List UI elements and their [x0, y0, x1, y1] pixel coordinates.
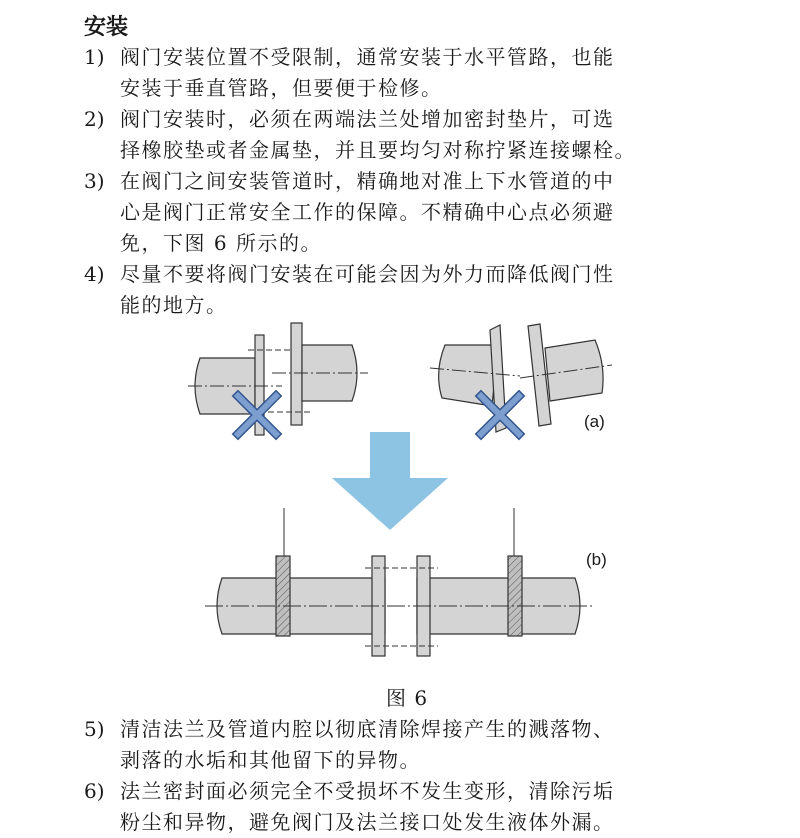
item-number: 1) [84, 45, 105, 69]
item-text-line: 择橡胶垫或者金属垫，并且要均匀对称拧紧连接螺栓。 [120, 138, 636, 162]
item-text-line: 粉尘和异物，避免阀门及法兰接口处发生液体外漏。 [120, 810, 615, 834]
item-number: 6) [84, 779, 105, 803]
item-text-line: 心是阀门正常安全工作的保障。不精确中心点必须避 [120, 200, 615, 224]
item-text-line: 阀门安装时，必须在两端法兰处增加密封垫片，可选 [120, 107, 615, 131]
item-text-line: 免，下图 6 所示的。 [120, 231, 322, 255]
figure-label-b: (b) [586, 550, 607, 569]
section-heading: 安装 [84, 15, 129, 40]
item-text-line: 法兰密封面必须完全不受损坏不发生变形，清除污垢 [120, 779, 615, 803]
item-text-line: 清洁法兰及管道内腔以彻底清除焊接产生的溅落物、 [120, 717, 615, 741]
aligned-pipes [205, 508, 595, 656]
figure-label-a: (a) [584, 412, 605, 431]
item-text-line: 尽量不要将阀门安装在可能会因为外力而降低阀门性 [120, 262, 615, 286]
item-text-line: 剥落的水垢和其他留下的异物。 [120, 748, 421, 772]
item-number: 3) [84, 169, 105, 193]
item-number: 4) [84, 262, 105, 286]
item-number: 2) [84, 107, 105, 131]
item-number: 5) [84, 717, 105, 741]
figure-caption-text: 图 6 [386, 686, 429, 710]
down-arrow-icon [332, 432, 448, 530]
item-text-line: 能的地方。 [120, 293, 228, 317]
item-text-line: 阀门安装位置不受限制，通常安装于水平管路，也能 [120, 45, 615, 69]
misaligned-offset-pipes [188, 323, 368, 435]
item-text-line: 在阀门之间安装管道时，精确地对准上下水管道的中 [120, 169, 615, 193]
item-text-line: 安装于垂直管路，但要便于检修。 [120, 76, 443, 100]
figure-6-diagram [0, 310, 800, 690]
figure-caption [386, 682, 428, 711]
